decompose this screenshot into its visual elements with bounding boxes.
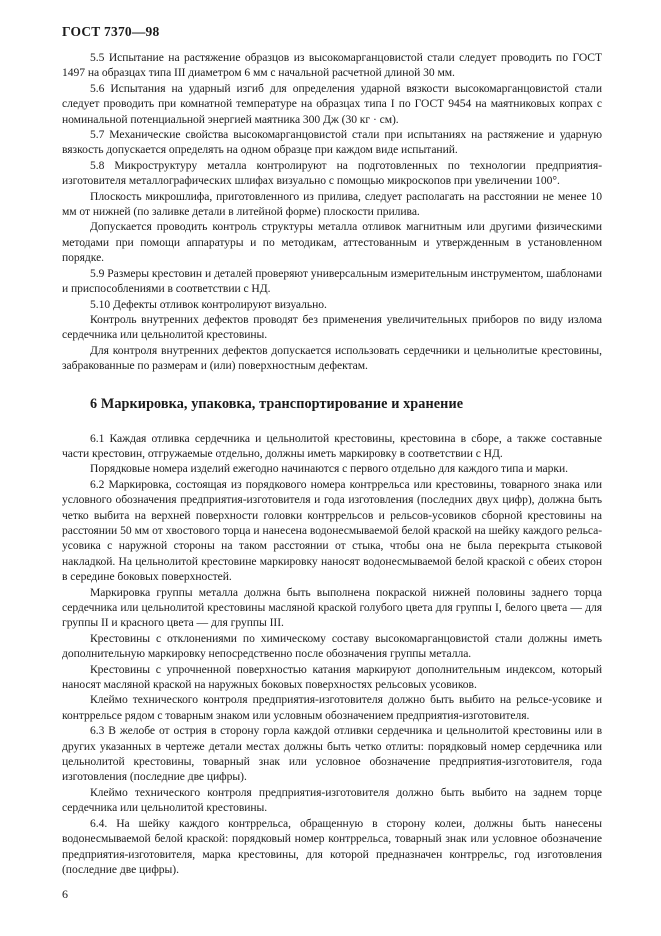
- paragraph-6-1: 6.1 Каждая отливка сердечника и цельнолитой крестовины, крестовина в сборе, а также составные части крестовин, отгружаемые отдельно, должны иметь маркировку в соответствии с НД.: [62, 431, 602, 460]
- paragraph-chemical-deviation: Крестовины с отклонениями по химическому составу высокомарганцовистой стали должны иметь дополнительную маркировку непосредственно после обозначения группы металла.: [62, 631, 602, 661]
- paragraph-inspection-stamp: Клеймо технического контроля предприятия-изготовителя должно быть выбито на рельсе-усовике и контррельсе рядом с товарным знаком или условным обозначением предприятия-изготовителя.: [62, 693, 602, 722]
- paragraph-5-7: 5.7 Механические свойства высокомарганцовистой стали при испытаниях на растяжение и ударную вязкость допускается определять на одном образце при каждом виде испытаний.: [62, 128, 602, 157]
- paragraph-internal-defects: Контроль внутренних дефектов проводят без применения увеличительных приборов по виду излома сердечника или цельнолитой крестовины.: [62, 312, 602, 342]
- paragraph-5-8: 5.8 Микроструктуру металла контролируют на подготовленных по технологии предприятия-изготовителя металлографических шлифах визуально с помощью микроскопов при увеличении 100°.: [62, 158, 602, 188]
- paragraph-metal-group-marking: Маркировка группы металла должна быть выполнена покраской нижней половины заднего торца сердечника или цельнолитой крестовины масляной краской голубого цвета для группы I, белого цвета — для группы II и красного цвета — для группы III.: [62, 585, 602, 630]
- paragraph-internal-defects-cores: Для контроля внутренних дефектов допускается использовать сердечники и цельнолитые крестовины, забракованные по размерам и (или) поверхностным дефектам.: [62, 343, 602, 373]
- paragraph-hardened-surface: Крестовины с упрочненной поверхностью катания маркируют дополнительным индексом, который наносят масляной краской на наружных боковых поверхностях рельсовых усовиков.: [62, 662, 602, 692]
- paragraph-5-5: 5.5 Испытание на растяжение образцов из высокомарганцовистой стали следует проводить по ГОСТ 1497 на образцах типа III диаметром 6 мм с начальной расчетной длиной 30 мм.: [62, 51, 602, 80]
- section-5-body: [62, 50, 602, 374]
- paragraph-5-10: 5.10 Дефекты отливок контролируют визуально.: [90, 297, 327, 311]
- paragraph-6-2: 6.2 Маркировка, состоящая из порядкового номера контррельса или крестовины, товарного знака или условного обозначения предприятия-изготовителя и года изготовления (последних двух цифр), должна быть четко выбита на верхней поверхности головки контррельсов и рельсов-усовиков сборной крестовины на расстоянии 50 мм от хвостового торца и нанесена водонесмываемой белой краской на шейку каждого рельса-усовика с наружной стороны на таком расстоянии от стыка, чтобы она не была перекрыта стыковой накладкой. На цельнолитой крестовине маркировку наносят водонесмываемой белой краской с обеих сторон в середине боковых поверхностей.: [62, 477, 602, 584]
- document-header: ГОСТ 7370—98: [62, 24, 160, 39]
- section-6-heading: 6 Маркировка, упаковка, транспортирование и хранение: [90, 395, 464, 412]
- paragraph-structure-control: Допускается проводить контроль структуры металла отливок магнитным или другими физическими методами при помощи аппаратуры и по методикам, аттестованным и утвержденным в установленном порядке.: [62, 220, 602, 265]
- paragraph-serial-numbers: Порядковые номера изделий ежегодно начинаются с первого отдельно для каждого типа и марки.: [90, 462, 568, 476]
- section-6-body: [62, 431, 602, 878]
- paragraph-6-3: 6.3 В желобе от острия в сторону горла каждой отливки сердечника и цельнолитой крестовины или в других указанных в чертеже детали местах должны быть четко отлиты: порядковый номер сердечника или цельнолитой крестовины, товарный знак или условное обозначение предприятия-изготовителя, года изготовления (последние две цифры).: [62, 724, 602, 784]
- paragraph-5-9: 5.9 Размеры крестовин и деталей проверяют универсальным измерительным инструментом, шаблонами и приспособлениями в соответствии с НД.: [62, 266, 602, 296]
- paragraph-6-4: 6.4. На шейку каждого контррельса, обращенную в сторону колеи, должны быть нанесены водонесмываемой белой краской: порядковый номер контррельса, товарный знак или условное обозначение предприятия-изготовителя, марка крестовины, для которой предназначен контррельс, год изготовления (последние две цифры).: [62, 816, 602, 876]
- paragraph-rear-stamp: Клеймо технического контроля предприятия-изготовителя должно быть выбито на заднем торце сердечника или цельнолитой крестовины.: [62, 785, 602, 815]
- page-number: 6: [62, 887, 68, 902]
- document-page: [62, 24, 602, 902]
- paragraph-5-6: 5.6 Испытания на ударный изгиб для определения ударной вязкости высокомарганцовистой стали следует проводить при комнатной температуре на образцах типа I по ГОСТ 9454 на маятниковых копрах с номинальной потенциальной энергией маятника 300 Дж (30 кг · см).: [62, 81, 602, 126]
- paragraph-microsection: Плоскость микрошлифа, приготовленного из прилива, следует располагать на расстоянии не менее 10 мм от нижней (по заливке детали в литейной форме) плоскости прилива.: [62, 189, 602, 219]
